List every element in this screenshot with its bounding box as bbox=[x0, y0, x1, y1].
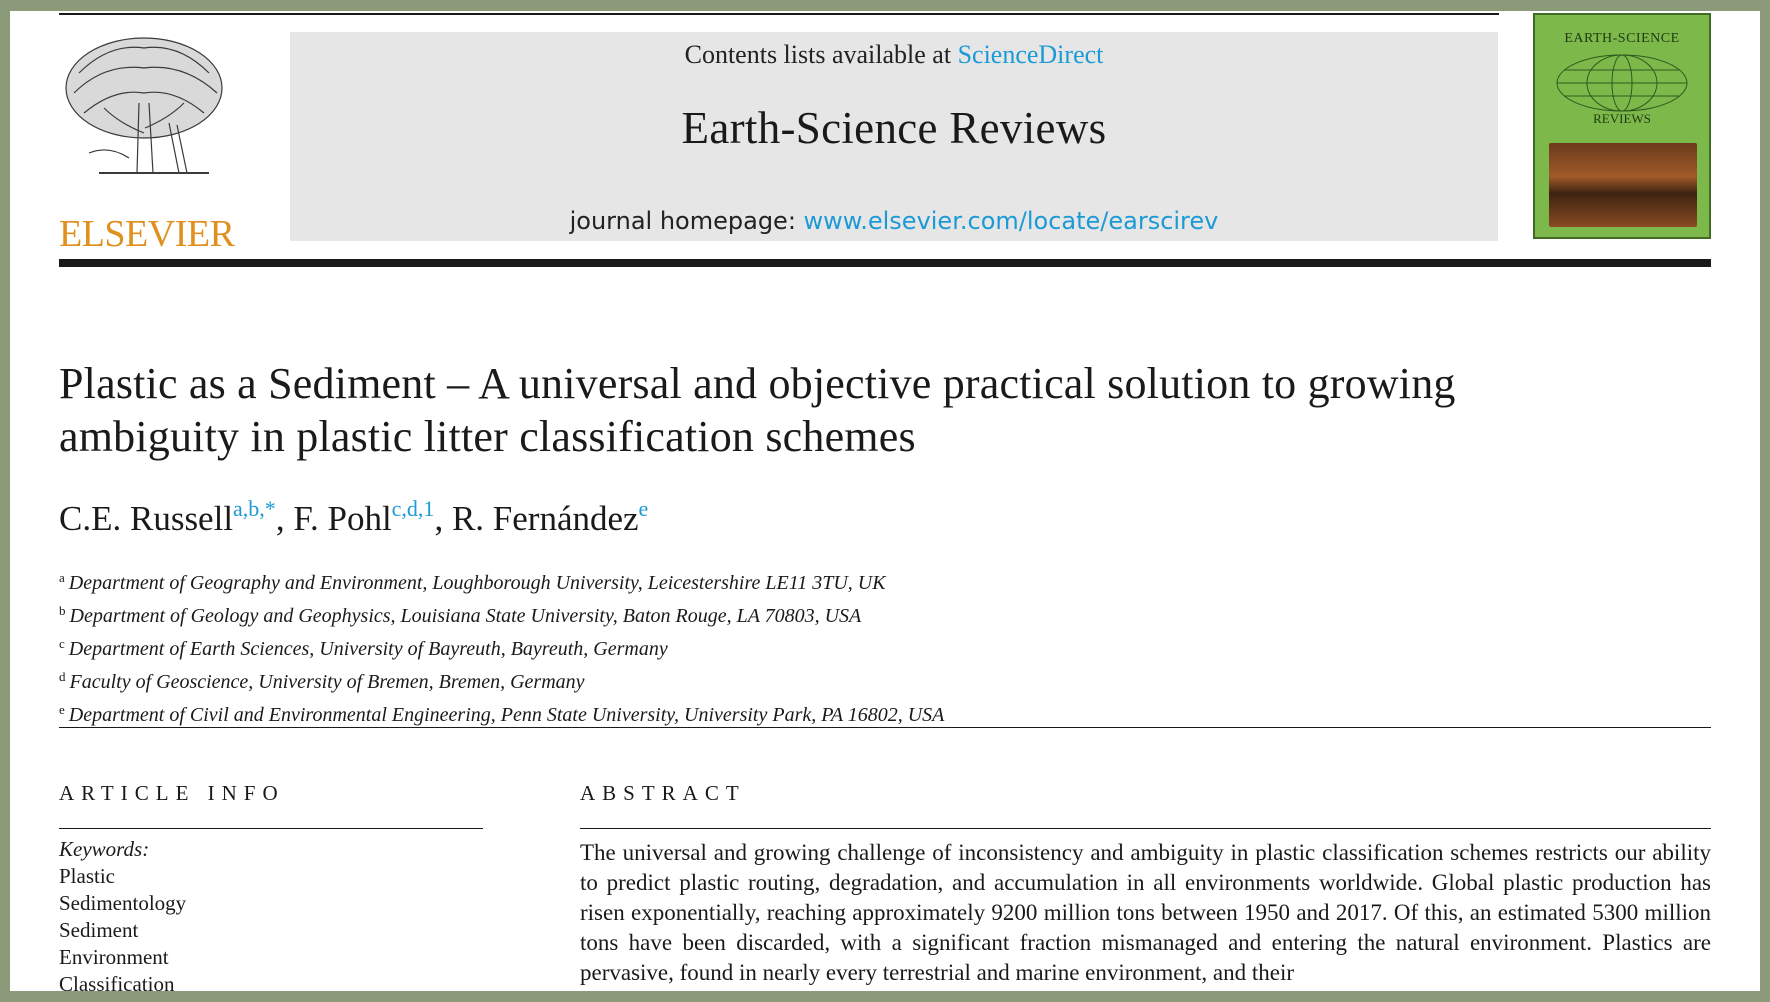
affiliation-list bbox=[59, 564, 944, 729]
author-name: C.E. Russell bbox=[59, 499, 234, 538]
author-affiliation-marks[interactable]: c,d,1 bbox=[391, 496, 435, 521]
top-rule bbox=[59, 13, 1499, 15]
contents-prefix: Contents lists available at bbox=[684, 40, 952, 69]
affiliation-mark: d bbox=[59, 669, 66, 684]
author-name: R. Fernández bbox=[451, 499, 639, 538]
homepage-line bbox=[290, 207, 1498, 235]
sciencedirect-link[interactable]: ScienceDirect bbox=[957, 40, 1104, 69]
abstract-rule bbox=[580, 828, 1711, 829]
keyword-item: Sedimentology bbox=[59, 891, 187, 915]
journal-cover[interactable] bbox=[1533, 13, 1711, 239]
elsevier-logo[interactable] bbox=[59, 33, 259, 253]
homepage-prefix: journal homepage: bbox=[569, 207, 796, 235]
affiliation-mark: e bbox=[59, 702, 65, 717]
affiliation-text: Department of Geology and Geophysics, Louisiana State University, Baton Rouge, LA 70803, USA bbox=[69, 605, 862, 627]
affiliation-mark: a bbox=[59, 570, 65, 585]
author-list: C.E. Russell$^{a,b,*}$, F. Pohl$^{c,d,1}$, R. Fernández$^e$ bbox=[59, 496, 649, 538]
publisher-wordmark: ELSEVIER bbox=[59, 213, 235, 255]
affiliation-mark: b bbox=[59, 603, 66, 618]
keywords-block bbox=[59, 836, 186, 991]
affiliation-text: Faculty of Geoscience, University of Bremen, Bremen, Germany bbox=[69, 671, 585, 693]
contents-line bbox=[290, 40, 1498, 70]
article-info-rule bbox=[59, 828, 483, 829]
keyword-item: Plastic bbox=[59, 864, 115, 888]
affiliation bbox=[59, 564, 944, 597]
keyword-item: Environment bbox=[59, 945, 169, 969]
journal-homepage-link[interactable]: www.elsevier.com/locate/earscirev bbox=[803, 207, 1219, 235]
affiliation-mark: c bbox=[59, 636, 65, 651]
section-rule bbox=[59, 727, 1711, 728]
affiliation-text: Department of Geography and Environment, Loughborough University, Leicestershire LE11 3TU, UK bbox=[68, 572, 886, 594]
affiliation-text: Department of Civil and Environmental Engineering, Penn State University, University Park, PA 16802, USA bbox=[68, 704, 945, 726]
tree-logo-icon bbox=[59, 33, 229, 183]
article-info-heading: ARTICLE INFO bbox=[59, 781, 285, 805]
article-title: Plastic as a Sediment – A universal and objective practical solution to growing ambiguity in plastic litter classification schemes bbox=[59, 359, 1456, 461]
abstract-text: The universal and growing challenge of inconsistency and ambiguity in plastic classification schemes restricts our ability to predict plastic routing, degradation, and accumulation in all environments worldwide. Global plastic production has risen exponentially, reaching approximately 9200 million tons between 1950 and 2017. Of this, an estimated 5300 million tons have been discarded, with a significant fraction mismanaged and entering the natural environment. Plastics are pervasive, found in nearly every terrestrial and marine environment, and their bbox=[580, 840, 1711, 985]
affiliation bbox=[59, 597, 944, 630]
cover-subtitle: REVIEWS bbox=[1593, 111, 1651, 126]
header-rule bbox=[59, 259, 1711, 267]
article-page bbox=[10, 11, 1760, 991]
author-name: F. Pohl bbox=[293, 499, 392, 538]
cover-title: EARTH-SCIENCE bbox=[1564, 31, 1680, 46]
author-affiliation-marks[interactable]: e bbox=[638, 496, 649, 521]
abstract-heading: ABSTRACT bbox=[580, 781, 746, 805]
affiliation bbox=[59, 630, 944, 663]
keyword-item: Sediment bbox=[59, 918, 139, 942]
journal-title: Earth-Science Reviews bbox=[681, 103, 1107, 153]
journal-masthead bbox=[290, 32, 1498, 241]
keyword-item: Classification bbox=[59, 972, 175, 991]
affiliation bbox=[59, 663, 944, 696]
author-affiliation-marks[interactable]: a,b,* bbox=[233, 496, 276, 521]
cover-image bbox=[1549, 143, 1697, 227]
affiliation bbox=[59, 696, 944, 729]
affiliation-text: Department of Earth Sciences, University of Bayreuth, Bayreuth, Germany bbox=[68, 638, 668, 660]
keywords-label: Keywords: bbox=[59, 837, 150, 861]
globe-icon bbox=[1552, 53, 1692, 113]
